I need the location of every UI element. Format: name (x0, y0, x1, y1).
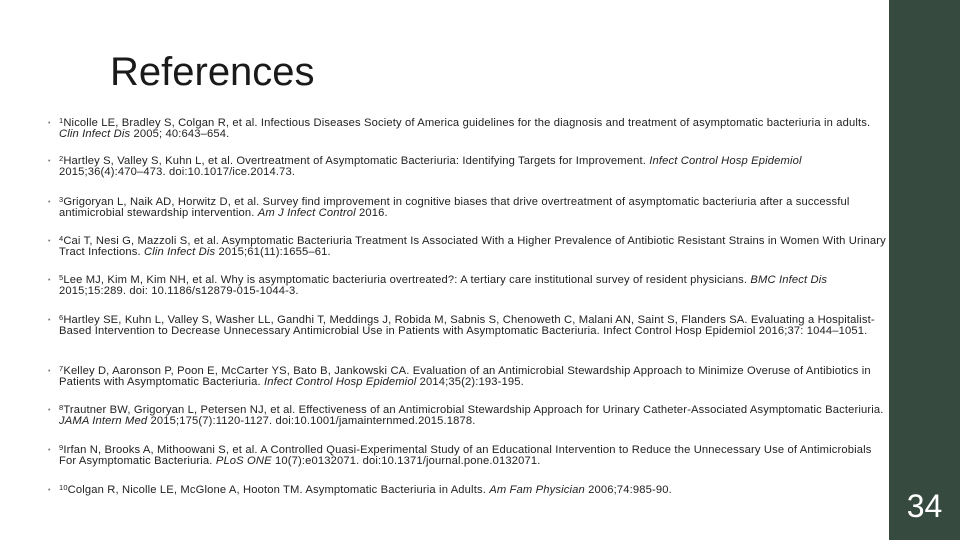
reference-number: 1 (59, 116, 64, 125)
reference-text: Irfan N, Brooks A, Mithoowani S, et al. A Controlled Quasi-Experimental Study of an Educational Intervention to Reduce the Unnecessary Use of Antimicrobials For Asymptomatic Bacteriuria. (59, 444, 872, 467)
reference-item (48, 236, 886, 258)
reference-details: 2016. (355, 207, 388, 219)
reference-text: Nicolle LE, Bradley S, Colgan R, et al. Infectious Diseases Society of America guidelines for the diagnosis and treatment of asymptomatic bacteriuria in adults. (63, 117, 871, 129)
page-number: 34 (906, 488, 943, 524)
bullet-icon: • (48, 368, 51, 375)
bullet-icon: • (48, 487, 51, 494)
reference-details: 10(7):e0132071. doi:10.1371/journal.pone.0132071. (271, 455, 541, 467)
reference-number: 10 (59, 483, 68, 492)
reference-text: Trautner BW, Grigoryan L, Petersen NJ, et al. Effectiveness of an Antimicrobial Stewardship Approach for Urinary Catheter-Associated Asymptomatic Bacteriuria. (63, 404, 884, 416)
reference-journal: Infect Control Hosp Epidemiol (649, 155, 802, 167)
reference-journal: Am J Infect Control (257, 207, 356, 219)
reference-item (48, 485, 886, 496)
reference-number: 2 (59, 154, 64, 163)
reference-number: 6 (59, 313, 64, 322)
reference-number: 3 (59, 195, 64, 204)
reference-journal: PLoS ONE (215, 455, 272, 467)
reference-details: 2015;36(4):470–473. doi:10.1017/ice.2014.73. (59, 166, 296, 178)
reference-item (48, 118, 886, 140)
reference-text: Cai T, Nesi G, Mazzoli S, et al. Asymptomatic Bacteriuria Treatment Is Associated With a Higher Prevalence of Antibiotic Resistant Strains in Women With Urinary Tract Infections. (59, 235, 886, 258)
reference-number: 9 (59, 443, 64, 452)
reference-number: 5 (59, 273, 64, 282)
bullet-icon: • (48, 407, 51, 414)
reference-number: 7 (59, 364, 64, 373)
accent-sidebar (889, 0, 960, 540)
reference-details: 2005; 40:643–654. (130, 128, 230, 140)
reference-item (48, 156, 886, 178)
bullet-icon: • (48, 317, 51, 324)
bullet-icon: • (48, 238, 51, 245)
reference-journal: Clin Infect Dis (144, 246, 216, 258)
reference-details: 2015;61(11):1655–61. (215, 246, 331, 258)
reference-item (48, 405, 886, 427)
reference-item (48, 197, 886, 219)
reference-details: 2014;35(2):193-195. (416, 376, 524, 388)
bullet-icon: • (48, 158, 51, 165)
reference-text: Colgan R, Nicolle LE, McGlone A, Hooton TM. Asymptomatic Bacteriuria in Adults. (67, 484, 486, 496)
bullet-icon: • (48, 277, 51, 284)
reference-journal: BMC Infect Dis (750, 274, 828, 286)
reference-journal: Infect Control Hosp Epidemiol (263, 376, 417, 388)
reference-text: Hartley S, Valley S, Kuhn L, et al. Overtreatment of Asymptomatic Bacteriuria: Identifying Targets for Improvement. (63, 155, 650, 167)
reference-item (48, 315, 886, 337)
reference-item (48, 275, 886, 297)
reference-text: Lee MJ, Kim M, Kim NH, et al. Why is asymptomatic bacteriuria overtreated?: A tertiary care institutional survey of resident physicians. (63, 274, 748, 286)
reference-journal: Clin Infect Dis (59, 128, 131, 140)
reference-item (48, 445, 886, 467)
reference-details: 2015;15:289. doi: 10.1186/s12879-015-1044-3. (59, 285, 299, 297)
reference-text: Kelley D, Aaronson P, Poon E, McCarter YS, Bato B, Jankowski CA. Evaluation of an Antimicrobial Stewardship Approach to Minimize Overuse of Antibiotics in Patients with Asymptomatic Bacteriuria. (59, 365, 871, 388)
bullet-icon: • (48, 447, 51, 454)
bullet-icon: • (48, 120, 51, 127)
bullet-icon: • (48, 199, 51, 206)
reference-details: 2015;175(7):1120-1127. doi:10.1001/jamainternmed.2015.1878. (147, 415, 476, 427)
reference-item (48, 366, 886, 388)
reference-number: 8 (59, 403, 64, 412)
slide-title: References (110, 50, 315, 94)
reference-number: 4 (59, 234, 64, 243)
reference-journal: Am Fam Physician (489, 484, 585, 496)
reference-text: Grigoryan L, Naik AD, Horwitz D, et al. Survey find improvement in cognitive biases that drive overtreatment of asymptomatic bacteriuria after a successful antimicrobial stewardship intervention. (59, 196, 850, 219)
reference-text: Hartley SE, Kuhn L, Valley S, Washer LL, Gandhi T, Meddings J, Robida M, Sabnis S, Chenoweth C, Malani AN, Saint S, Flanders SA. Evaluating a Hospitalist-Based Intervention to Decrease Unnecessary Antimicrobial Use in Patients with Asymptomatic Bacteriuria. Infect Control Hosp Epidemiol 2016;37: 1044–1051. (59, 314, 875, 337)
reference-journal: JAMA Intern Med (59, 415, 148, 427)
reference-details: 2006;74:985-90. (584, 484, 672, 496)
